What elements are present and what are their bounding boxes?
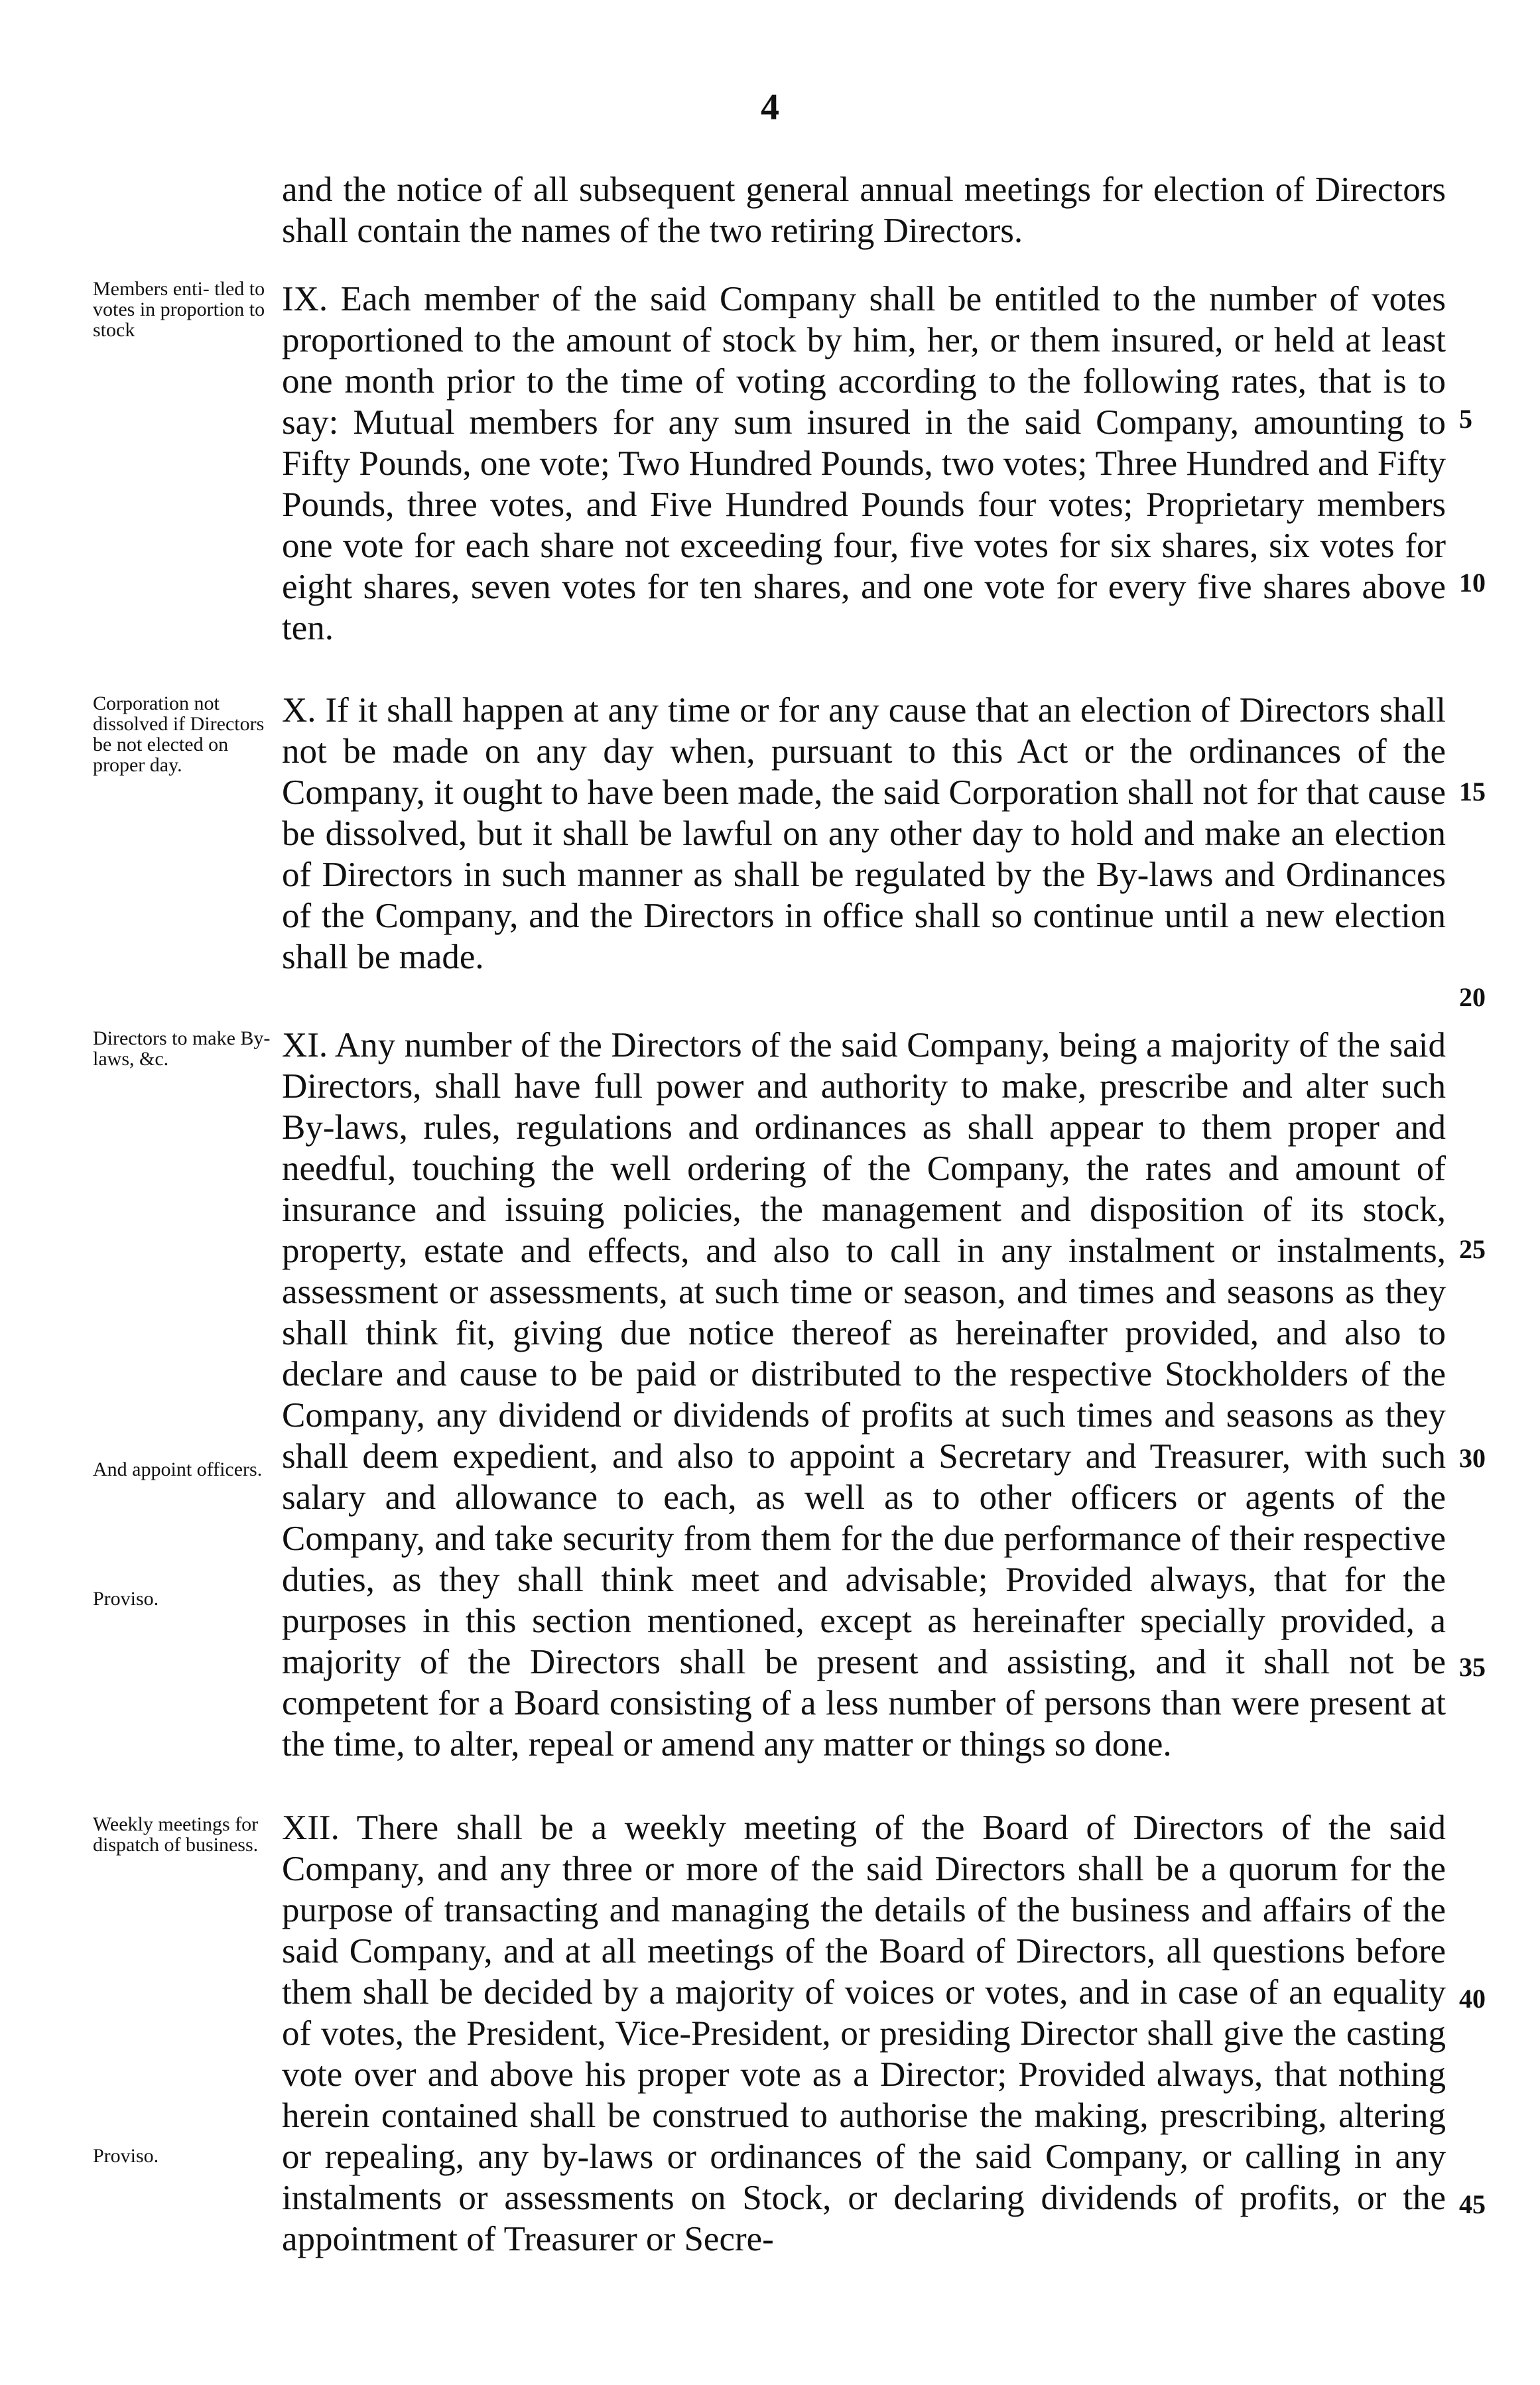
line-number: 35 [1459,1652,1486,1682]
section-xii [282,1807,1446,2260]
line-number: 30 [1459,1443,1486,1473]
line-number: 10 [1459,568,1486,598]
line-number: 20 [1459,982,1486,1012]
section-x-text: X. If it shall happen at any time or for any cause that an election of Directors shall not be made on any day when, pursuant to this Act or the ordinances of the Company, it ought to have been made, the said Corporation shall not for that cause be dissolved, but it shall be lawful on any other day to hold and make an election of Directors in such manner as shall be regulated by the By-laws and Ordinances of the Company, and the Directors in office shall so continue until a new election shall be made. [282,691,1446,976]
intro-paragraph [282,169,1446,251]
section-xii-text: XII. There shall be a weekly meeting of the Board of Directors of the said Company, and any three or more of the said Directors shall be a quorum for the purpose of transacting and managing the details of the business and affairs of the said Company, and at all meetings of the Board of Directors, all questions before them shall be decided by a majority of voices or votes, and in case of an equality of votes, the President, Vice-President, or presiding Director shall give the casting vote over and above his proper vote as a Director; Provided always, that nothing herein contained shall be construed to authorise the making, prescribing, altering or repealing, any by-laws or ordinances of the said Company, or calling in any instalments or assessments on Stock, or declaring dividends of profits, or the appointment of Treasurer or Secre- [282,1809,1446,2258]
line-number: 25 [1459,1234,1486,1264]
section-ix [282,279,1446,649]
margin-note-ix: Members enti- tled to votes in proportion to stock [93,278,265,341]
line-number: 15 [1459,777,1486,806]
margin-note-xii-proviso: Proviso. [93,2145,159,2167]
margin-note-xii-weekly: Weekly meetings for dispatch of business. [93,1813,259,1856]
section-ix-text: IX. Each member of the said Company shall be entitled to the number of votes proportioned to the amount of stock by him, her, or them insured, or held at least one month prior to the time of voting according to the following rates, that is to say: Mutual members for any sum insured in the said Company, amounting to Fifty Pounds, one vote; Two Hundred Pounds, two votes; Three Hundred and Fifty Pounds, three votes, and Five Hundred Pounds four votes; Proprietary members one vote for each share not exceeding four, five votes for six shares, six votes for eight shares, seven votes for ten shares, and one vote for every five shares above ten. [282,280,1446,647]
margin-note-xi-bylaws: Directors to make By-laws, &c. [93,1027,271,1070]
line-number: 5 [1459,404,1472,434]
margin-note-xi-proviso: Proviso. [93,1588,159,1610]
page-number: 4 [761,87,779,128]
margin-note-xi-officers: And appoint officers. [93,1458,263,1480]
line-number: 45 [1459,2189,1486,2219]
section-xi-text: XI. Any number of the Directors of the said Company, being a majority of the said Directors, shall have full power and authority to make, prescribe and alter such By-laws, rules, regulations and ordinances as shall appear to them proper and needful, touching the well ordering of the Company, the rates and amount of insurance and issuing policies, the management and disposition of its stock, property, estate and effects, and also to call in any instalment or instalments, assessment or assessments, at such time or season, and times and seasons as they shall think fit, giving due notice thereof as hereinafter provided, and also to declare and cause to be paid or distributed to the respective Stockholders of the Company, any dividend or dividends of profits at such times and seasons as they shall deem expedient, and also to appoint a Secretary and Treasurer, with such salary and allowance to each, as well as to other officers or agents of the Company, and take security from them for the due performance of their respective duties, as they shall think meet and advisable; Provided always, that for the purposes in this section mentioned, except as hereinafter specially provided, a majority of the Directors shall be present and assisting, and it shall not be competent for a Board consisting of a less number of persons than were present at the time, to alter, repeal or amend any matter or things so done. [282,1026,1446,1764]
margin-note-x: Corporation not dissolved if Directors be not elected on proper day. [93,692,265,776]
section-xi [282,1025,1446,1765]
line-number: 40 [1459,1984,1486,2014]
intro-text: and the notice of all subsequent general annual meetings for election of Directors shall contain the names of the two retiring Directors. [282,170,1446,250]
section-x [282,690,1446,978]
